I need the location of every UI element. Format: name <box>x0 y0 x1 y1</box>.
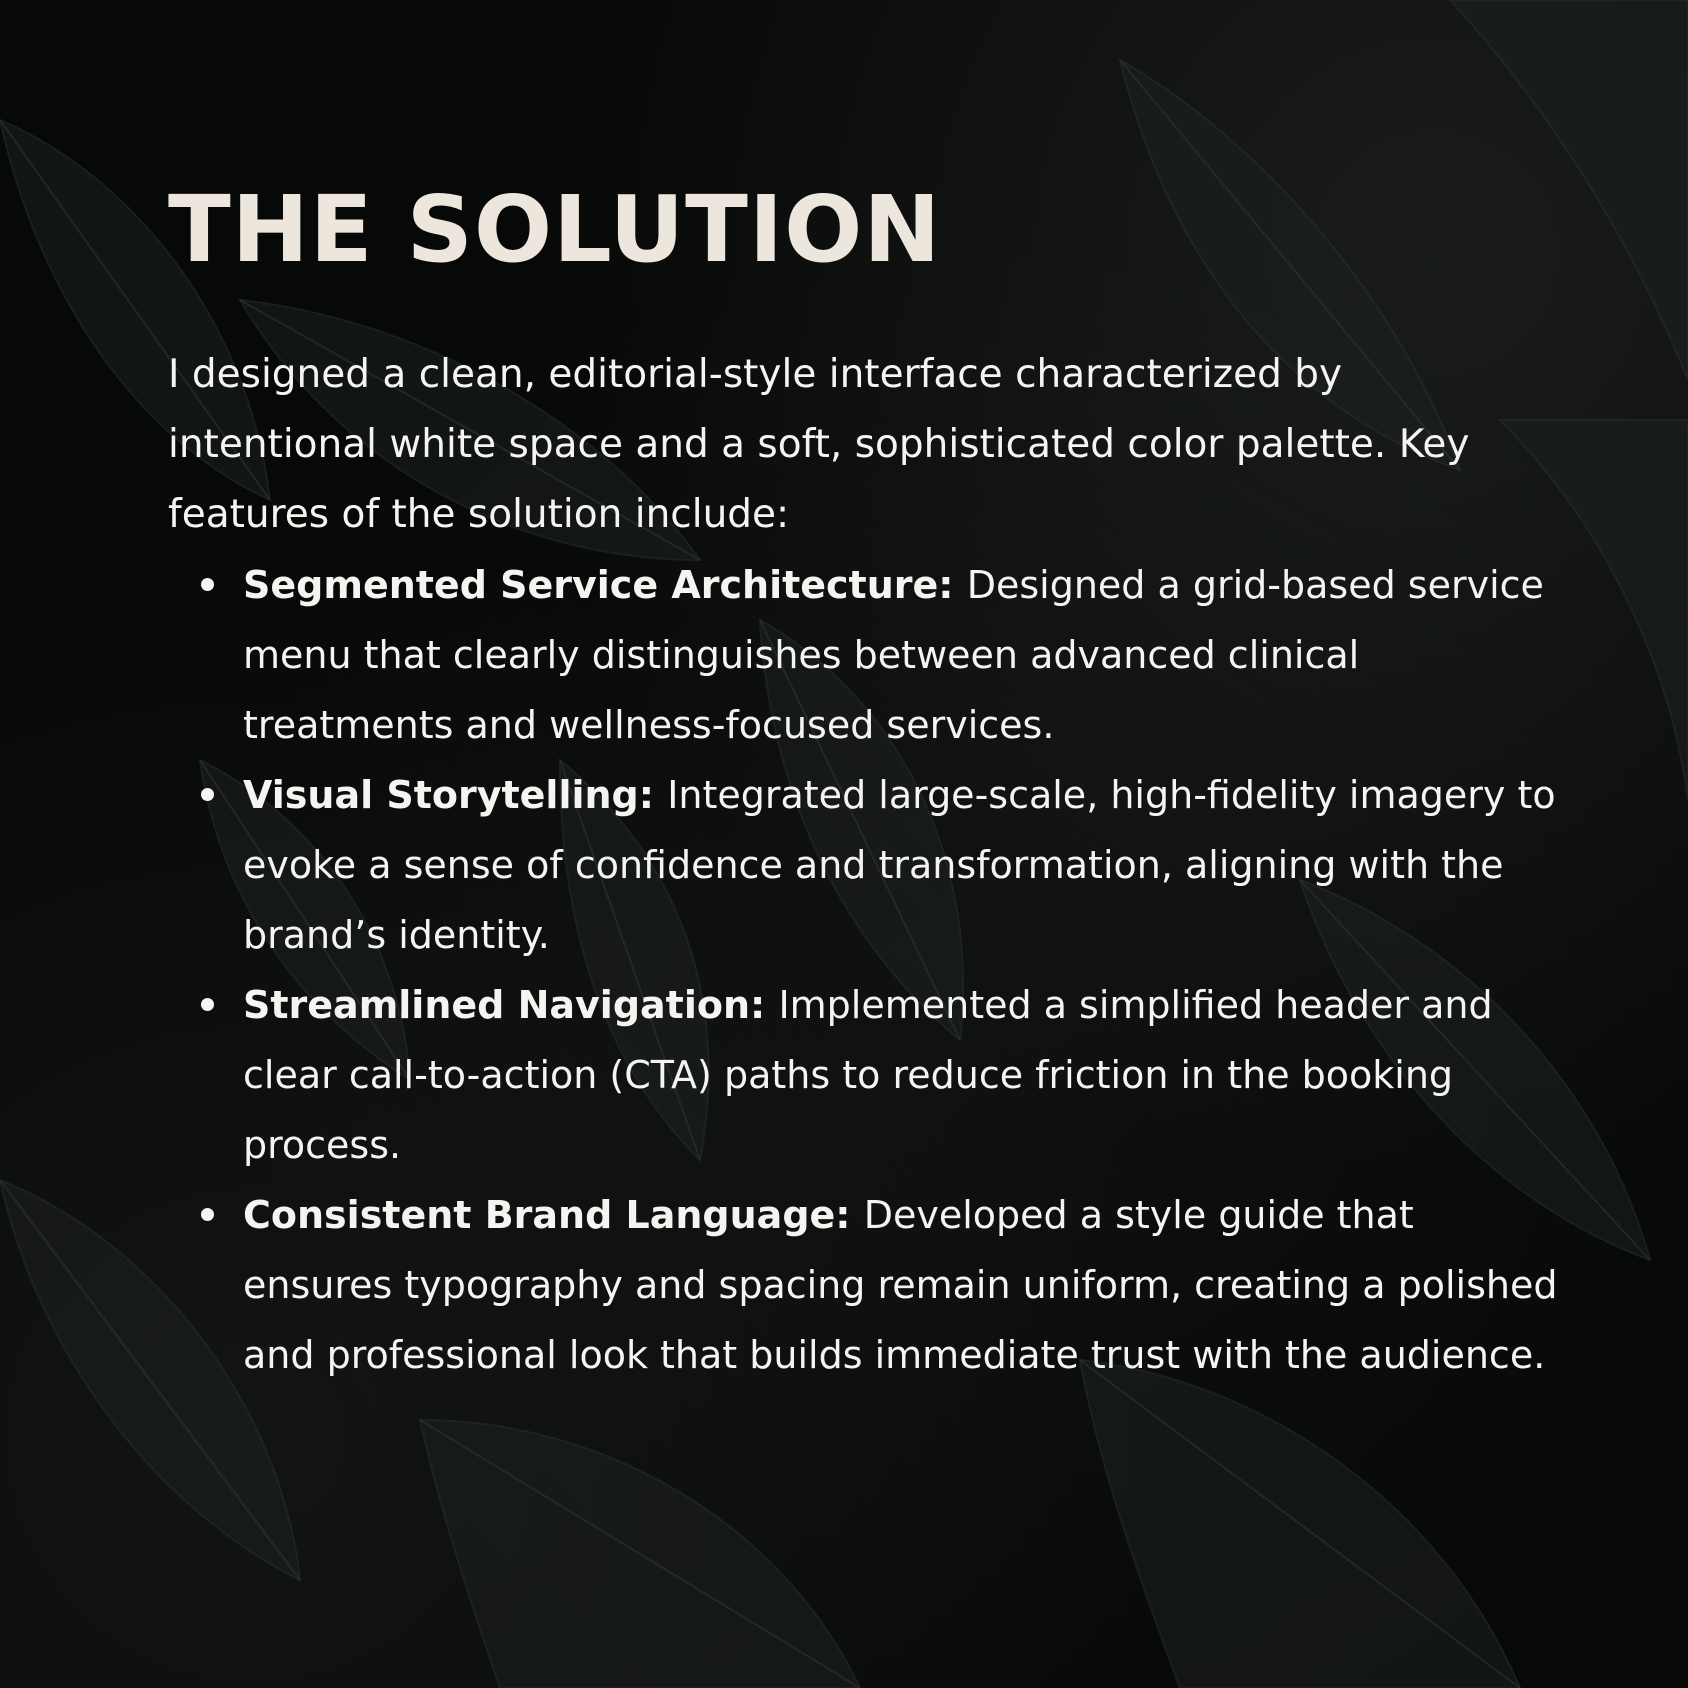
solution-section <box>168 170 1588 1390</box>
feature-title: Visual Storytelling: <box>243 773 668 817</box>
bullet-icon <box>201 998 214 1011</box>
feature-item-segmented-service-architecture <box>243 550 1558 760</box>
bullet-icon <box>201 788 214 801</box>
feature-title: Consistent Brand Language: <box>243 1193 864 1237</box>
feature-title: Segmented Service Architecture: <box>243 563 967 607</box>
feature-description: Developed a style guide that ensures typography and spacing remain uniform, creating a polished and professional look that builds immediate trust with the audience. <box>243 1193 1558 1377</box>
feature-list <box>168 550 1558 1390</box>
intro-paragraph: I designed a clean, editorial-style interface characterized by intentional white space and a soft, sophisticated color palette. Key features of the solution include: <box>168 352 1470 537</box>
section-title: THE SOLUTION <box>168 176 942 283</box>
feature-title: Streamlined Navigation: <box>243 983 779 1027</box>
feature-item-streamlined-navigation <box>243 970 1558 1180</box>
feature-description: Implemented a simplified header and clear call-to-action (CTA) paths to reduce friction in the booking process. <box>243 983 1493 1167</box>
feature-item-consistent-brand-language <box>243 1180 1558 1390</box>
feature-description: Designed a grid-based service menu that clearly distinguishes between advanced clinical treatments and wellness-focused services. <box>243 563 1544 747</box>
feature-description: Integrated large-scale, high-fidelity imagery to evoke a sense of confidence and transformation, aligning with the brand’s identity. <box>243 773 1556 957</box>
bullet-icon <box>201 1208 214 1221</box>
feature-item-visual-storytelling <box>243 760 1558 970</box>
bullet-icon <box>201 578 214 591</box>
